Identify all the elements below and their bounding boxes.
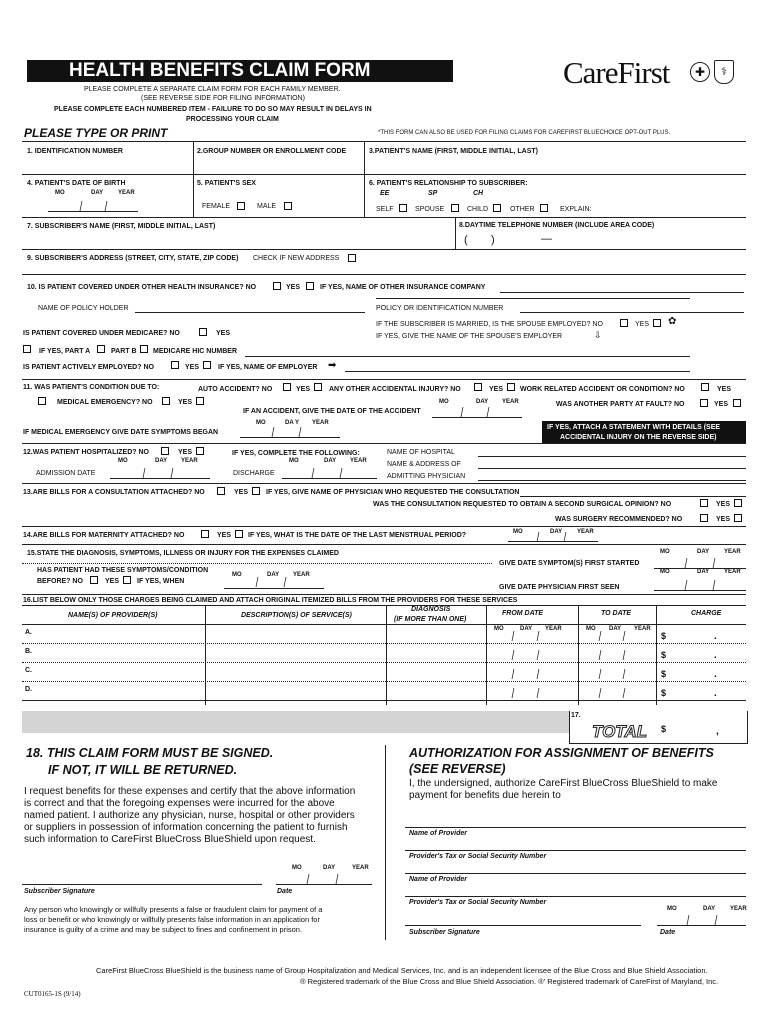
other-ins-company-label: IF YES, NAME OF OTHER INSURANCE COMPANY	[320, 284, 486, 291]
right-arrow-icon: ➡	[328, 360, 337, 371]
provider-name-label: Name of Provider	[409, 830, 467, 837]
auth-date-label: Date	[660, 929, 676, 936]
rel-spouse-label: SPOUSE	[415, 206, 445, 213]
charge-dot: .	[714, 631, 717, 642]
charge-dot: .	[714, 650, 717, 661]
auth-signature-input[interactable]	[405, 909, 641, 925]
new-address-label: CHECK IF NEW ADDRESS	[253, 255, 340, 262]
other-accident-yes-checkbox[interactable]	[507, 383, 515, 391]
sig-date-day: DAY	[323, 865, 336, 871]
discharge-year: YEAR	[350, 458, 367, 464]
col-service: DESCRIPTION(S) OF SERVICE(S)	[241, 612, 352, 619]
accident-date-label: IF AN ACCIDENT, GIVE THE DATE OF THE ACCIDENT	[243, 408, 421, 415]
second-opinion-label: WAS THE CONSULTATION REQUESTED TO OBTAIN A SECOND SURGICAL OPINION? NO	[373, 501, 672, 508]
admit-mo: MO	[118, 458, 128, 464]
auth-title-2: (SEE REVERSE)	[409, 762, 506, 776]
sign-body: is correct and that the foregoing expenses were incurred for the above	[24, 798, 335, 809]
spouse-employed-no-checkbox[interactable]	[620, 319, 628, 327]
discharge-day: DAY	[324, 458, 337, 464]
col-from-date: FROM DATE	[502, 610, 544, 617]
hospital-name-label: NAME OF HOSPITAL	[387, 449, 455, 456]
fault-no-checkbox[interactable]	[700, 399, 708, 407]
footer-legal: CareFirst BlueCross BlueShield is the business name of Group Hospitalization and Medical Services, Inc. and is an independent licensee of the Blue Cross and Blue Shield Association.	[96, 966, 708, 975]
phone-input[interactable]	[458, 233, 744, 247]
auto-yes-label: YES	[296, 386, 311, 393]
subscriber-signature-label: Subscriber Signature	[24, 888, 95, 895]
field-label-17: 17.	[571, 712, 581, 719]
field-label-12: 12.WAS PATIENT HOSPITALIZED? NO	[23, 449, 150, 456]
charge-dot: .	[714, 688, 717, 699]
before-year: YEAR	[293, 572, 310, 578]
surgery-no-checkbox[interactable]	[700, 514, 708, 522]
instruction-line: PLEASE COMPLETE A SEPARATE CLAIM FORM FOR EACH FAMILY MEMBER.	[84, 86, 341, 93]
emergency-yes-checkbox[interactable]	[196, 397, 204, 405]
admit-year: YEAR	[181, 458, 198, 464]
before-yes-checkbox[interactable]	[123, 576, 131, 584]
field-label-14: 14.ARE BILLS FOR MATERNITY ATTACHED? NO	[23, 532, 185, 539]
field-label-4: 4. PATIENT'S DATE OF BIRTH	[27, 180, 126, 187]
physician-first-label: GIVE DATE PHYSICIAN FIRST SEEN	[499, 584, 620, 591]
part-b-label: PART B	[111, 348, 137, 355]
medicare-yes-label: YES	[216, 330, 231, 337]
physfirst-year: YEAR	[724, 569, 741, 575]
field-label-8: 8.DAYTIME TELEPHONE NUMBER (INCLUDE AREA CODE)	[459, 222, 655, 229]
id-number-input[interactable]	[24, 158, 190, 172]
dob-day: DAY	[91, 190, 104, 196]
surgery-yes-checkbox[interactable]	[734, 514, 742, 522]
other-accident-label: ANY OTHER ACCIDENTAL INJURY? NO	[329, 386, 461, 393]
symptom-year: YEAR	[312, 420, 329, 426]
other-accident-no-checkbox[interactable]	[474, 383, 482, 391]
actively-employed-label: IS PATIENT ACTIVELY EMPLOYED? NO	[23, 364, 154, 371]
rel-sp: SP	[428, 190, 438, 197]
if-yes-when-label: IF YES, WHEN	[137, 578, 185, 585]
maternity-yes-checkbox[interactable]	[235, 530, 243, 538]
charge-dollar: $	[661, 688, 667, 698]
sex-female-label: FEMALE	[202, 203, 231, 210]
rel-self-label: SELF	[376, 206, 394, 213]
hospitalized-yes-checkbox[interactable]	[196, 447, 204, 455]
down-arrow-icon: ⇩	[594, 330, 602, 340]
fraud-warning: loss or benefit or who knowingly or willfully presents false information in an application for	[24, 915, 320, 924]
consult-no-checkbox[interactable]	[217, 487, 225, 495]
rel-spouse-checkbox[interactable]	[451, 204, 459, 212]
auth-date-mo: MO	[667, 906, 677, 912]
emergency-no-checkbox[interactable]	[162, 397, 170, 405]
symptoms-began-label: IF MEDICAL EMERGENCY GIVE DATE SYMPTOMS BEGAN	[23, 429, 219, 436]
field-label-7: 7. SUBSCRIBER'S NAME (FIRST, MIDDLE INITIAL, LAST)	[27, 223, 216, 230]
spouse-employed-yes-label: YES	[635, 321, 650, 328]
consult-yes-label: YES	[234, 489, 249, 496]
group-number-input[interactable]	[196, 158, 362, 172]
auth-title: AUTHORIZATION FOR ASSIGNMENT OF BENEFITS	[409, 746, 714, 760]
field-label-3: 3.PATIENT'S NAME (FIRST, MIDDLE INITIAL, LAST)	[369, 148, 539, 155]
second-opinion-no-checkbox[interactable]	[700, 499, 708, 507]
dob-mo: MO	[55, 190, 65, 196]
auth-date-year: YEAR	[730, 906, 747, 912]
rel-child-label: CHILD	[467, 206, 489, 213]
spouse-employed-yes-checkbox[interactable]	[653, 319, 661, 327]
part-b-checkbox[interactable]	[140, 345, 148, 353]
policy-id-label: POLICY OR IDENTIFICATION NUMBER	[376, 305, 504, 312]
sig-date-label: Date	[277, 888, 293, 895]
auth-body: payment for benefits due herein to	[409, 790, 561, 801]
phone-open-paren: (	[464, 234, 468, 246]
optout-note: *THIS FORM CAN ALSO BE USED FOR FILING CLAIMS FOR CAREFIRST BLUECHOICE OPT-OUT PLUS.	[378, 130, 671, 136]
rel-other-checkbox[interactable]	[540, 204, 548, 212]
auto-accident-label: AUTO ACCIDENT? NO	[198, 386, 273, 393]
table-row-label: C.	[25, 667, 32, 674]
dob-input[interactable]	[48, 198, 138, 211]
field-label-1: 1. IDENTIFICATION NUMBER	[27, 148, 123, 155]
maternity-no-checkbox[interactable]	[201, 530, 209, 538]
second-opinion-yes-checkbox[interactable]	[734, 499, 742, 507]
col-to-date: TO DATE	[601, 610, 632, 617]
before-day: DAY	[267, 572, 280, 578]
rel-other-label: OTHER	[510, 206, 535, 213]
medicare-no-checkbox[interactable]	[199, 328, 207, 336]
patient-name-input[interactable]	[367, 158, 745, 172]
table-row-label: A.	[25, 629, 32, 636]
hospital-complete-label: IF YES, COMPLETE THE FOLLOWING:	[232, 450, 360, 457]
med-emergency-checkbox[interactable]	[38, 397, 46, 405]
asterisk-icon: ✿	[668, 316, 677, 327]
to-year: YEAR	[634, 626, 651, 632]
rel-ee: EE	[380, 190, 390, 197]
fault-yes-checkbox[interactable]	[733, 399, 741, 407]
part-a-box[interactable]	[97, 345, 105, 353]
before-yes-label: YES	[105, 578, 120, 585]
field-label-2: 2.GROUP NUMBER OR ENROLLMENT CODE	[197, 148, 347, 155]
physfirst-mo: MO	[660, 569, 670, 575]
sign-body: such information to CareFirst BlueCross BlueShield upon request.	[24, 834, 316, 845]
other-ins-no-checkbox[interactable]	[273, 282, 281, 290]
form-title: HEALTH BENEFITS CLAIM FORM	[27, 60, 453, 82]
rel-explain-label: EXPLAIN:	[560, 206, 592, 213]
charge-dollar: $	[661, 650, 667, 660]
field-label-10: 10. IS PATIENT COVERED UNDER OTHER HEALTH INSURANCE? NO	[27, 284, 257, 291]
employed-yes-label: YES	[185, 364, 200, 371]
menstrual-label: IF YES, WHAT IS THE DATE OF THE LAST MENSTRUAL PERIOD?	[248, 532, 467, 539]
provider-tax-label-2: Provider's Tax or Social Security Number	[409, 899, 547, 906]
work-no-checkbox[interactable]	[701, 383, 709, 391]
dob-year: YEAR	[118, 190, 135, 196]
medicare-hic-label: MEDICARE HIC NUMBER	[153, 348, 237, 355]
second-opinion-yes-label: YES	[716, 501, 731, 508]
work-yes-label: YES	[717, 386, 732, 393]
accident-mo: MO	[439, 399, 449, 405]
admitting-physician-label: ADMITTING PHYSICIAN	[387, 473, 466, 480]
subscriber-name-input[interactable]	[24, 233, 452, 247]
field-label-15: 15.STATE THE DIAGNOSIS, SYMPTOMS, ILLNESS OR INJURY FOR THE EXPENSES CLAIMED	[27, 550, 339, 557]
sign-title-2: IF NOT, IT WILL BE RETURNED.	[48, 763, 238, 777]
consult-physician-label: IF YES, GIVE NAME OF PHYSICIAN WHO REQUESTED THE CONSULTATION	[266, 489, 520, 496]
col-diagnosis-sub: (IF MORE THAN ONE)	[394, 616, 467, 623]
charge-dot: .	[714, 669, 717, 680]
med-emergency-label: MEDICAL EMERGENCY? NO	[57, 399, 153, 406]
part-a-label: IF YES, PART A	[39, 348, 91, 355]
address-input[interactable]	[360, 252, 744, 266]
before-no-checkbox[interactable]	[90, 576, 98, 584]
discharge-mo: MO	[289, 458, 299, 464]
rel-ch: CH	[473, 190, 484, 197]
total-label: TOTAL	[592, 722, 648, 741]
field-label-6: 6. PATIENT'S RELATIONSHIP TO SUBSCRIBER:	[369, 180, 528, 187]
policy-holder-label: NAME OF POLICY HOLDER	[38, 305, 129, 312]
discharge-label: DISCHARGE	[233, 470, 275, 477]
work-related-label: WORK RELATED ACCIDENT OR CONDITION? NO	[520, 386, 685, 393]
before-label: BEFORE? NO	[37, 578, 83, 585]
instruction-line: PROCESSING YOUR CLAIM	[186, 116, 279, 123]
auth-subscriber-signature-label: Subscriber Signature	[409, 929, 480, 936]
auth-body: I, the undersigned, authorize CareFirst BlueCross BlueShield to make	[409, 778, 718, 789]
attach-statement-text: IF YES, ATTACH A STATEMENT WITH DETAILS (SEE	[547, 424, 721, 431]
blue-cross-icon: ✚	[690, 62, 710, 82]
sig-date-mo: MO	[292, 865, 302, 871]
hospitalized-yes-label: YES	[178, 449, 193, 456]
rel-self-checkbox[interactable]	[399, 204, 407, 212]
fraud-warning: insurance is guilty of a crime and may be subject to fines and confinement in prison.	[24, 925, 303, 934]
auto-no-checkbox[interactable]	[283, 383, 291, 391]
total-comma: ,	[716, 726, 719, 737]
auth-date-day: DAY	[703, 906, 716, 912]
sex-female-checkbox[interactable]	[237, 202, 245, 210]
symfirst-day: DAY	[697, 549, 710, 555]
employer-name-label: IF YES, NAME OF EMPLOYER	[218, 364, 318, 371]
symfirst-year: YEAR	[724, 549, 741, 555]
medicare-label: IS PATIENT COVERED UNDER MEDICARE? NO	[23, 330, 180, 337]
hospital-address-label: NAME & ADDRESS OF	[387, 461, 461, 468]
admit-day: DAY	[155, 458, 168, 464]
to-mo: MO	[586, 626, 596, 632]
other-party-label: WAS ANOTHER PARTY AT FAULT? NO	[556, 401, 685, 408]
sign-body: named patient. I authorize any physician, nurse, hospital or other providers	[24, 810, 355, 821]
had-symptoms-label: HAS PATIENT HAD THESE SYMPTOMS/CONDITION	[37, 567, 209, 574]
symptom-day: DA Y	[285, 420, 300, 426]
charge-dollar: $	[661, 631, 667, 641]
phone-dash: —	[541, 233, 552, 245]
footer-trademark: ® Registered trademark of the Blue Cross and Blue Shield Association. ®' Registered trademark of CareFirst of Maryland, Inc.	[300, 977, 719, 986]
attach-statement-text: ACCIDENTAL INJURY ON THE REVERSE SIDE)	[560, 434, 717, 441]
to-day: DAY	[609, 626, 622, 632]
carefirst-logo: CareFirst	[563, 55, 670, 90]
symptom-mo: MO	[256, 420, 266, 426]
fault-yes-label: YES	[714, 401, 729, 408]
part-a-checkbox[interactable]	[23, 345, 31, 353]
sign-body: or suppliers in possession of information concerning the patient to furnish	[24, 822, 348, 833]
admission-date-label: ADMISSION DATE	[36, 470, 96, 477]
other-ins-yes-checkbox[interactable]	[306, 282, 314, 290]
maternity-yes-label: YES	[217, 532, 232, 539]
other-accident-yes-label: YES	[489, 386, 504, 393]
sex-male-label: MALE	[257, 203, 277, 210]
symptoms-first-label: GIVE DATE SYMPTOM(S) FIRST STARTED	[499, 560, 640, 567]
field-label-11: 11. WAS PATIENT'S CONDITION DUE TO:	[23, 384, 160, 391]
rel-child-checkbox[interactable]	[493, 204, 501, 212]
fraud-warning: Any person who knowingly or willfully presents a false or fraudulent claim for payment of a	[24, 905, 323, 914]
col-provider: NAME(S) OF PROVIDER(S)	[68, 612, 158, 619]
instruction-line: (SEE REVERSE SIDE FOR FILING INFORMATION)	[141, 95, 305, 102]
from-mo: MO	[494, 626, 504, 632]
sign-body: I request benefits for these expenses and certify that the above information	[24, 786, 356, 797]
other-ins-yes-label: YES	[286, 284, 301, 291]
lmp-year: YEAR	[577, 529, 594, 535]
emergency-yes-label: YES	[178, 399, 193, 406]
from-year: YEAR	[545, 626, 562, 632]
new-address-checkbox[interactable]	[348, 254, 356, 262]
instruction-line: PLEASE COMPLETE EACH NUMBERED ITEM - FAILURE TO DO SO MAY RESULT IN DELAYS IN	[54, 106, 372, 113]
col-diagnosis: DIAGNOSIS	[411, 606, 451, 613]
field-label-9: 9. SUBSCRIBER'S ADDRESS (STREET, CITY, STATE, ZIP CODE)	[27, 255, 239, 262]
accident-day: DAY	[476, 399, 489, 405]
surgery-recommended-label: WAS SURGERY RECOMMENDED? NO	[555, 516, 683, 523]
sig-date-year: YEAR	[352, 865, 369, 871]
phone-close-paren: )	[491, 234, 495, 246]
type-or-print: PLEASE TYPE OR PRINT	[24, 126, 168, 140]
field-label-5: 5. PATIENT'S SEX	[197, 180, 256, 187]
lmp-mo: MO	[513, 529, 523, 535]
surgery-yes-label: YES	[716, 516, 731, 523]
symfirst-mo: MO	[660, 549, 670, 555]
spouse-employer-label: IF YES, GIVE THE NAME OF THE SPOUSE'S EMPLOYER	[376, 333, 563, 340]
subscriber-signature-input[interactable]	[22, 868, 262, 884]
table-row-label: B.	[25, 648, 32, 655]
from-day: DAY	[520, 626, 533, 632]
auto-yes-checkbox[interactable]	[314, 383, 322, 391]
sign-title: 18. THIS CLAIM FORM MUST BE SIGNED.	[26, 746, 274, 760]
field-label-13: 13.ARE BILLS FOR A CONSULTATION ATTACHED? NO	[23, 489, 205, 496]
form-code: CUT0165-1S (9/14)	[24, 990, 81, 998]
employed-no-checkbox[interactable]	[171, 361, 179, 369]
lmp-day: DAY	[550, 529, 563, 535]
physfirst-day: DAY	[697, 569, 710, 575]
sex-male-checkbox[interactable]	[284, 202, 292, 210]
consult-yes-checkbox[interactable]	[252, 487, 260, 495]
spouse-employed-label: IF THE SUBSCRIBER IS MARRIED, IS THE SPOUSE EMPLOYED? NO	[376, 321, 603, 328]
col-charge: CHARGE	[691, 610, 722, 617]
provider-name-label-2: Name of Provider	[409, 876, 467, 883]
provider-tax-label: Provider's Tax or Social Security Number	[409, 853, 547, 860]
accident-year: YEAR	[502, 399, 519, 405]
hospitalized-no-checkbox[interactable]	[161, 447, 169, 455]
total-dollar: $	[661, 724, 667, 734]
field-label-16: 16.LIST BELOW ONLY THOSE CHARGES BEING CLAIMED AND ATTACH ORIGINAL ITEMIZED BILLS FROM THE PROVIDERS FOR THESE SERVICES	[23, 597, 518, 604]
before-mo: MO	[232, 572, 242, 578]
employed-yes-checkbox[interactable]	[203, 361, 211, 369]
blue-shield-icon: ⚕	[714, 60, 734, 84]
table-row-label: D.	[25, 686, 32, 693]
charge-dollar: $	[661, 669, 667, 679]
